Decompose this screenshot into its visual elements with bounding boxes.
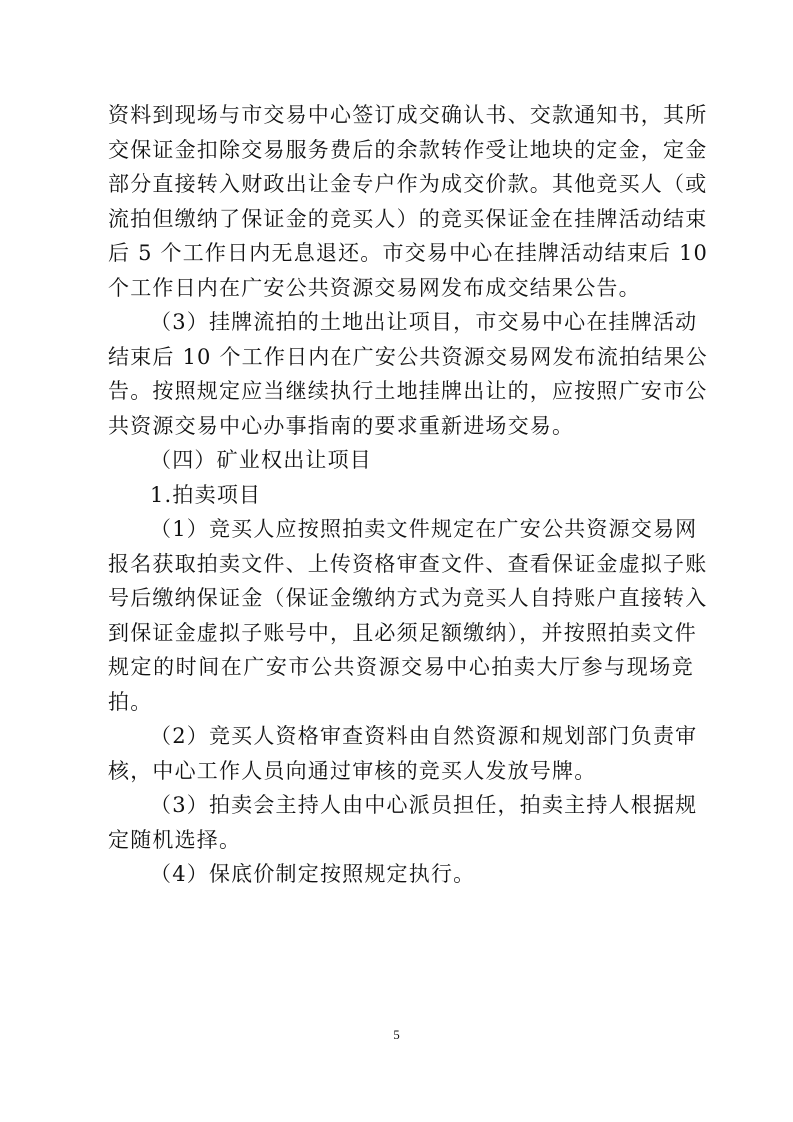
text-line: 交保证金扣除交易服务费后的余款转作受让地块的定金，定金: [108, 137, 708, 162]
paragraph-start: （2）竞买人资格审查资料由自然资源和规划部门负责审: [150, 724, 698, 748]
text-line: 拍。: [108, 689, 153, 714]
text-line: 资料到现场与市交易中心签订成交确认书、交款通知书，其所: [108, 103, 708, 127]
paragraph-start: （4）保底价制定按照规定执行。: [150, 862, 476, 886]
text-line: 规定的时间在广安市公共资源交易中心拍卖大厅参与现场竞: [108, 655, 694, 679]
text-line: 后 5 个工作日内无息退还。市交易中心在挂牌活动结束后 10: [108, 241, 709, 265]
text-line: 个工作日内在广安公共资源交易网发布成交结果公告。: [108, 275, 641, 300]
paragraph-start: （3）拍卖会主持人由中心派员担任，拍卖主持人根据规: [150, 793, 698, 817]
page-number: 5: [393, 1027, 400, 1042]
paragraph-start: （3）挂牌流拍的土地出让项目，市交易中心在挂牌活动: [150, 310, 698, 334]
text-line: 结束后 10 个工作日内在广安公共资源交易网发布流拍结果公: [108, 344, 708, 369]
text-line: 告。按照规定应当继续执行土地挂牌出让的，应按照广安市公: [108, 379, 708, 403]
section-heading: （四）矿业权出让项目: [150, 448, 372, 472]
text-line: 到保证金虚拟子账号中，且必须足额缴纳），并按照拍卖文件: [108, 620, 697, 645]
text-line: 共资源交易中心办事指南的要求重新进场交易。: [108, 413, 575, 438]
text-line: 部分直接转入财政出让金专户作为成交价款。其他竞买人（或: [108, 172, 708, 196]
text-line: 核，中心工作人员向通过审核的竞买人发放号牌。: [108, 758, 597, 783]
text-line: 号后缴纳保证金（保证金缴纳方式为竞买人自持账户直接转入: [108, 586, 708, 610]
paragraph-start: （1）竞买人应按照拍卖文件规定在广安公共资源交易网: [150, 517, 698, 541]
text-line: 定随机选择。: [108, 827, 242, 852]
text-line: 报名获取拍卖文件、上传资格审查文件、查看保证金虚拟子账: [108, 551, 708, 576]
text-line: 流拍但缴纳了保证金的竞买人）的竞买保证金在挂牌活动结束: [108, 206, 708, 231]
body-text: [108, 98, 709, 892]
subsection-heading: 1.拍卖项目: [150, 482, 262, 507]
